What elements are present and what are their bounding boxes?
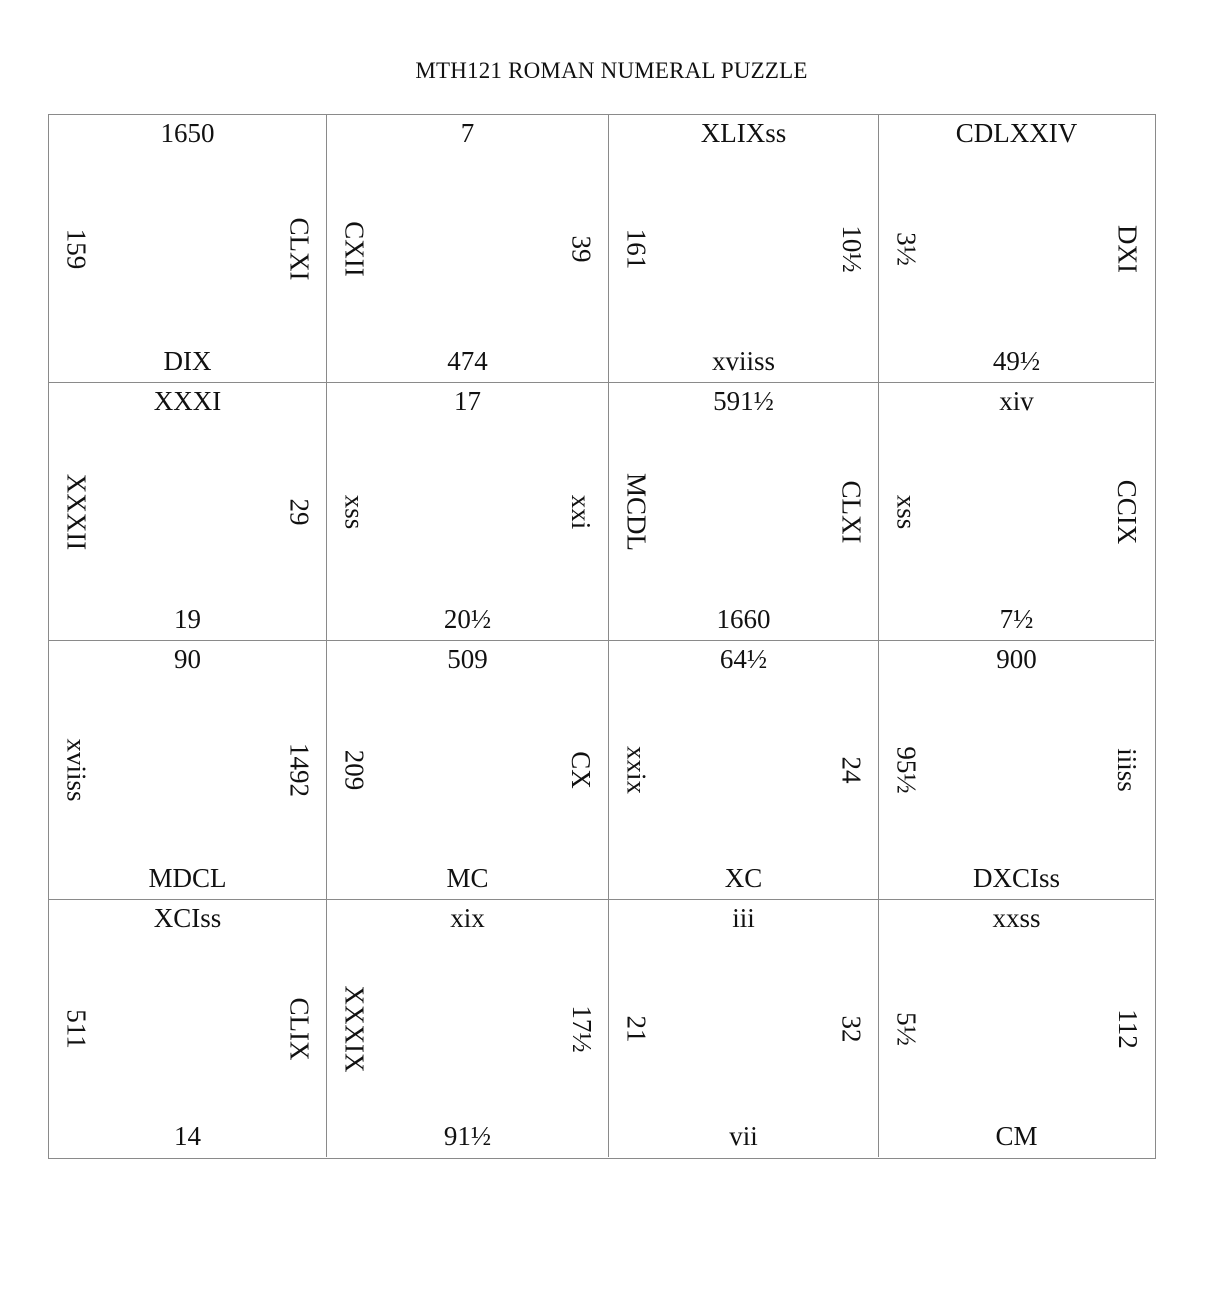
puzzle-tile [327, 641, 609, 900]
puzzle-tile [609, 383, 879, 641]
tile-label-right: CCIX [1112, 479, 1143, 544]
tile-label-top: XLIXss [700, 118, 787, 148]
tile-label-right: 1492 [284, 743, 315, 797]
tile-label-right: CLIX [284, 997, 315, 1060]
tile-label-top: 591½ [713, 386, 774, 416]
tile-label-top: 509 [447, 644, 488, 674]
tile-label-right: iiiss [1112, 748, 1143, 792]
tile-label-bottom: 1660 [716, 604, 771, 634]
tile-label-bottom: DIX [163, 346, 212, 376]
tile-label-right: 39 [566, 235, 597, 262]
tile-label-right: DXI [1112, 224, 1143, 273]
tile-label-bottom: CM [995, 1121, 1038, 1151]
tile-label-top: xiv [999, 386, 1034, 416]
puzzle-tile [879, 383, 1154, 641]
tile-label-right: CLXI [836, 480, 867, 543]
tile-label-left: 511 [61, 1008, 92, 1049]
tile-label-bottom: 91½ [443, 1121, 492, 1151]
puzzle-tile [327, 115, 609, 383]
tile-label-left: xss [891, 494, 922, 529]
tile-label-right: xxi [566, 494, 597, 529]
tile-label-bottom: xviiss [711, 346, 776, 376]
tile-label-bottom: XC [724, 863, 763, 893]
tile-label-left: xss [339, 494, 370, 529]
puzzle-tile [49, 383, 327, 641]
page-title: MTH121 ROMAN NUMERAL PUZZLE [415, 58, 808, 83]
tile-label-right: 17½ [566, 1004, 597, 1053]
tile-label-top: XXXI [153, 386, 222, 416]
tile-label-top: XCIss [153, 903, 222, 933]
tile-label-bottom: 474 [447, 346, 488, 376]
tile-label-top: xxss [992, 903, 1041, 933]
tile-label-bottom: 49½ [992, 346, 1041, 376]
tile-label-bottom: vii [729, 1121, 758, 1151]
tile-label-left: 209 [339, 749, 370, 791]
tile-label-top: 17 [454, 386, 481, 416]
tile-label-left: xxix [621, 745, 652, 795]
tile-label-bottom: DXCIss [972, 863, 1060, 893]
tile-label-right: 29 [284, 498, 315, 525]
tile-label-bottom: MC [446, 863, 489, 893]
puzzle-tile [49, 900, 327, 1157]
tile-label-bottom: 19 [174, 604, 201, 634]
puzzle-tile [609, 641, 879, 900]
tile-label-left: 3½ [891, 231, 922, 266]
tile-label-left: 95½ [891, 746, 922, 794]
tile-label-top: iii [732, 903, 755, 933]
puzzle-tile [879, 900, 1154, 1157]
puzzle-tile [609, 900, 879, 1157]
tile-label-top: 900 [996, 644, 1037, 674]
puzzle-tile [609, 115, 879, 383]
tile-label-right: 24 [836, 756, 867, 784]
tile-label-top: 1650 [160, 118, 215, 148]
tile-label-right: 10½ [836, 224, 867, 273]
tile-label-top: xix [450, 903, 485, 933]
tile-label-right: CX [566, 751, 597, 789]
tile-label-right: CLXI [284, 217, 315, 280]
puzzle-tile [327, 900, 609, 1157]
tile-label-left: 159 [61, 228, 92, 269]
puzzle-tile [879, 641, 1154, 900]
tile-label-left: CXII [339, 220, 370, 277]
puzzle-tile [49, 641, 327, 900]
tile-label-left: MCDL [621, 472, 652, 551]
tile-label-top: 90 [174, 644, 201, 674]
tile-label-left: XXXII [61, 473, 92, 550]
tile-label-bottom: MDCL [148, 863, 227, 893]
tile-label-top: CDLXXIV [955, 118, 1078, 148]
tile-label-bottom: 20½ [443, 604, 492, 634]
tile-label-left: XXXIX [339, 985, 370, 1072]
puzzle-tile [879, 115, 1154, 383]
tile-label-top: 7 [460, 118, 475, 148]
tile-label-bottom: 7½ [999, 604, 1034, 634]
puzzle-tile [49, 115, 327, 383]
tile-label-left: 161 [621, 228, 652, 269]
tile-label-left: 5½ [891, 1011, 922, 1046]
tile-label-right: 112 [1112, 1008, 1143, 1049]
tile-label-left: 21 [621, 1015, 652, 1042]
tile-label-right: 32 [836, 1015, 867, 1042]
puzzle-grid [48, 114, 1156, 1159]
tile-label-left: xviiss [61, 738, 92, 802]
tile-label-top: 64½ [719, 644, 768, 674]
tile-label-bottom: 14 [174, 1121, 201, 1151]
puzzle-tile [327, 383, 609, 641]
